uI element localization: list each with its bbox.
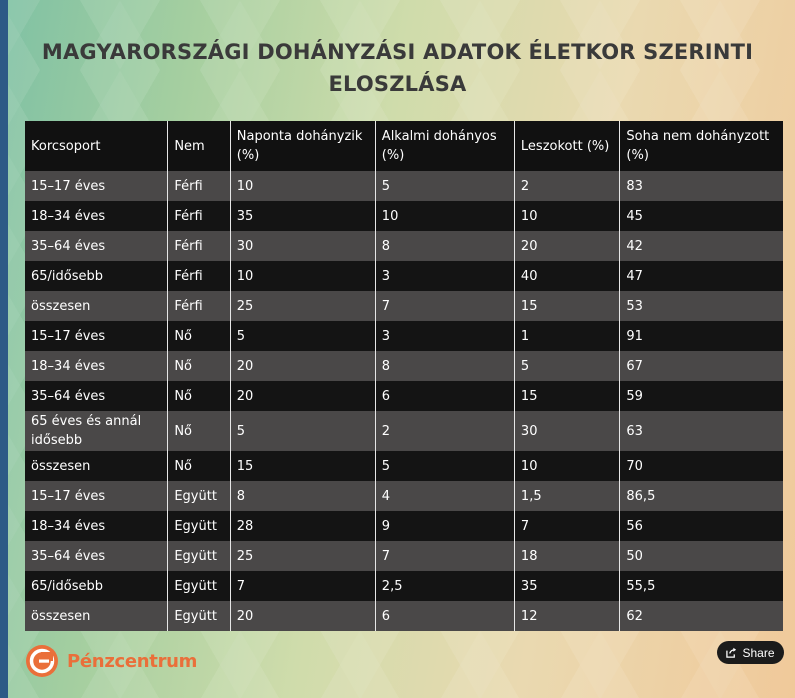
cell-naponta: 5 [230,411,375,451]
cell-korcsoport: összesen [25,601,168,631]
cell-leszokott: 10 [514,201,619,231]
cell-nem: Férfi [168,201,230,231]
share-label: Share [742,645,775,660]
data-table [25,121,783,631]
cell-leszokott: 2 [514,171,619,201]
cell-soha: 42 [620,231,783,261]
cell-alkalmi: 2 [375,411,514,451]
table-row [25,411,783,451]
cell-korcsoport: 15–17 éves [25,481,168,511]
cell-leszokott: 35 [514,571,619,601]
cell-naponta: 15 [230,451,375,481]
cell-alkalmi: 2,5 [375,571,514,601]
table-row [25,261,783,291]
cell-leszokott: 18 [514,541,619,571]
header-naponta: Naponta dohányzik (%) [230,121,375,171]
cell-nem: Együtt [168,571,230,601]
table-row [25,231,783,261]
cell-leszokott: 15 [514,291,619,321]
cell-leszokott: 15 [514,381,619,411]
cell-naponta: 5 [230,321,375,351]
cell-korcsoport: 15–17 éves [25,171,168,201]
header-soha: Soha nem dohányzott (%) [620,121,783,171]
cell-alkalmi: 8 [375,231,514,261]
table-row [25,541,783,571]
cell-korcsoport: 35–64 éves [25,381,168,411]
cell-nem: Férfi [168,171,230,201]
cell-naponta: 25 [230,291,375,321]
header-nem: Nem [168,121,230,171]
header-korcsoport: Korcsoport [25,121,168,171]
cell-korcsoport: 35–64 éves [25,541,168,571]
cell-leszokott: 10 [514,451,619,481]
table-row [25,351,783,381]
cell-alkalmi: 6 [375,381,514,411]
cell-soha: 83 [620,171,783,201]
cell-leszokott: 5 [514,351,619,381]
table-row [25,601,783,631]
table-row [25,511,783,541]
cell-nem: Nő [168,411,230,451]
cell-korcsoport: 18–34 éves [25,511,168,541]
cell-alkalmi: 7 [375,541,514,571]
cell-leszokott: 20 [514,231,619,261]
cell-nem: Férfi [168,231,230,261]
cell-korcsoport: összesen [25,451,168,481]
cell-nem: Együtt [168,481,230,511]
cell-alkalmi: 3 [375,261,514,291]
share-icon [726,647,737,658]
cell-nem: Nő [168,381,230,411]
cell-soha: 63 [620,411,783,451]
cell-korcsoport: 65/idősebb [25,571,168,601]
cell-naponta: 25 [230,541,375,571]
cell-leszokott: 30 [514,411,619,451]
cell-soha: 59 [620,381,783,411]
cell-korcsoport: 65/idősebb [25,261,168,291]
table-row [25,481,783,511]
cell-korcsoport: összesen [25,291,168,321]
table-row [25,171,783,201]
pénzcentrum-logo-icon [25,644,59,678]
cell-alkalmi: 5 [375,451,514,481]
cell-soha: 56 [620,511,783,541]
cell-naponta: 30 [230,231,375,261]
header-alkalmi: Alkalmi dohányos (%) [375,121,514,171]
brand-logo[interactable] [25,644,197,678]
cell-naponta: 10 [230,171,375,201]
cell-alkalmi: 6 [375,601,514,631]
header-leszokott: Leszokott (%) [514,121,619,171]
table-row [25,291,783,321]
cell-alkalmi: 10 [375,201,514,231]
table-header-row [25,121,783,171]
cell-nem: Együtt [168,601,230,631]
cell-soha: 86,5 [620,481,783,511]
table-row [25,571,783,601]
cell-korcsoport: 15–17 éves [25,321,168,351]
cell-alkalmi: 3 [375,321,514,351]
cell-naponta: 8 [230,481,375,511]
cell-soha: 50 [620,541,783,571]
cell-soha: 53 [620,291,783,321]
cell-soha: 70 [620,451,783,481]
table-row [25,381,783,411]
cell-leszokott: 1 [514,321,619,351]
cell-nem: Együtt [168,541,230,571]
cell-leszokott: 1,5 [514,481,619,511]
page-title: MAGYARORSZÁGI DOHÁNYZÁSI ADATOK ÉLETKOR SZERINTI ELOSZLÁSA [41,40,754,96]
cell-korcsoport: 18–34 éves [25,201,168,231]
cell-alkalmi: 9 [375,511,514,541]
cell-alkalmi: 8 [375,351,514,381]
cell-nem: Nő [168,321,230,351]
cell-nem: Nő [168,351,230,381]
cell-naponta: 10 [230,261,375,291]
cell-soha: 91 [620,321,783,351]
cell-leszokott: 12 [514,601,619,631]
cell-korcsoport: 35–64 éves [25,231,168,261]
cell-soha: 55,5 [620,571,783,601]
cell-alkalmi: 7 [375,291,514,321]
cell-soha: 67 [620,351,783,381]
table-body [25,171,783,631]
cell-nem: Együtt [168,511,230,541]
cell-soha: 47 [620,261,783,291]
cell-nem: Férfi [168,291,230,321]
cell-leszokott: 7 [514,511,619,541]
left-edge-strip [0,0,8,698]
cell-naponta: 20 [230,351,375,381]
cell-korcsoport: 65 éves és annál idősebb [25,411,168,451]
cell-naponta: 28 [230,511,375,541]
cell-leszokott: 40 [514,261,619,291]
cell-korcsoport: 18–34 éves [25,351,168,381]
cell-nem: Férfi [168,261,230,291]
share-button[interactable] [717,641,784,664]
cell-alkalmi: 4 [375,481,514,511]
cell-naponta: 20 [230,601,375,631]
cell-nem: Nő [168,451,230,481]
cell-naponta: 20 [230,381,375,411]
cell-naponta: 7 [230,571,375,601]
cell-alkalmi: 5 [375,171,514,201]
table-row [25,321,783,351]
cell-soha: 62 [620,601,783,631]
cell-naponta: 35 [230,201,375,231]
cell-soha: 45 [620,201,783,231]
table-row [25,201,783,231]
brand-name: Pénzcentrum [67,650,198,672]
table-row [25,451,783,481]
